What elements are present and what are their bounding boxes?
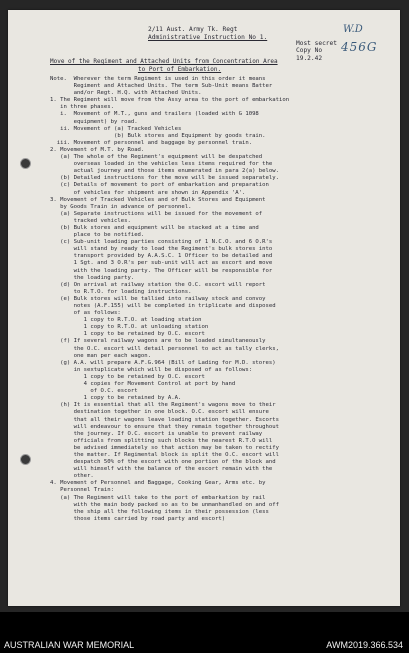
text-line: overseas loaded in the vehicles less items required for the <box>50 161 273 168</box>
text-line: in sextuplicate which will be disposed of as follows: <box>50 366 253 373</box>
text-line: Note. Wherever the term Regiment is used in this order it means <box>50 76 266 82</box>
classification-block <box>296 40 337 62</box>
text-line: 1. The Regiment will move from the Assy area to the port of embarkation <box>50 97 290 104</box>
text-line: (e) Bulk stores will be tallied into railway stock and convoy <box>50 295 266 302</box>
text-line: (b) Bulk stores and equipment will be stacked at a time and <box>50 224 259 231</box>
text-line: (c) Details of movement to port of embarkation and preparation <box>50 182 269 189</box>
text-line: (d) On arrival at railway station the O.C. escort will report <box>50 281 266 288</box>
copy-number: Copy No <box>296 47 323 55</box>
archive-institution: AUSTRALIAN WAR MEMORIAL <box>4 640 135 650</box>
unit-name: 2/11 Aust. Army Tk. Regt <box>148 26 238 33</box>
text-line: i. Movement of M.T., guns and trailers (loaded with G 1098 <box>50 111 259 118</box>
text-line: that all their wagons leave loading station together. Escorts <box>50 416 280 423</box>
text-line: Regiment and Attached Units. The term Sub-Unit means Batter <box>50 83 273 90</box>
text-line: with the main body packed so as to be unmanhandled on and off <box>50 501 280 508</box>
text-line: other. <box>50 473 94 480</box>
text-line: the matter. If Regimental block is split the O.C. escort will <box>50 451 280 458</box>
subject-line-2: to Port of Embarkation. <box>138 65 222 73</box>
subject-line-1: Move of the Regiment and Attached Units from Concentration Area <box>50 58 278 65</box>
text-line: (a) Separate instructions will be issued for the movement of <box>50 210 263 217</box>
text-line: by Goods Train in advance of personnel. <box>50 203 192 210</box>
document-date: 19.2.42 <box>296 54 323 62</box>
text-line: 4. Movement of Personnel and Baggage, Cooking Gear, Arms etc. by <box>50 480 266 487</box>
text-line: of vehicles for shipment are shown in Appendix 'A'. <box>50 189 246 196</box>
text-line: be advised immediately so that action may be taken to rectify <box>50 444 280 451</box>
text-line: the ship all the following items in their possession (less <box>50 508 269 515</box>
handwritten-annotation: W.D <box>343 24 363 35</box>
text-line: the journey. If O.C. escort is unable to prevent railway <box>50 430 263 437</box>
text-line: will endeavour to ensure that they remain together throughout <box>50 423 280 430</box>
text-line: iii. Movement of personnel and baggage by personnel train. <box>50 139 253 146</box>
text-line: (g) A.A. will prepare A.F.G.964 (Bill of Lading for M.D. stores) <box>50 359 276 366</box>
text-line: Personnel Train: <box>50 487 114 494</box>
text-line: (h) It is essential that all the Regiment's wagons move to their <box>50 402 276 409</box>
text-line: (b) Bulk stores and Equipment by goods train. <box>50 132 266 139</box>
text-line: will stand by ready to load the Regiment's bulk stores into <box>50 246 273 253</box>
text-line: those items carried by road party and escort) <box>50 515 226 522</box>
instruction-title: Administrative Instruction No 1. <box>148 34 268 41</box>
security-classification: Most secret <box>296 40 337 47</box>
punch-hole <box>20 454 31 465</box>
document-body <box>50 76 392 523</box>
text-line: the O.C. escort will detail personnel to act as tally clerks, <box>50 345 280 352</box>
text-line: tracked vehicles. <box>50 217 131 224</box>
text-line: and/or Regt. H.Q. with Attached Units. <box>50 90 202 97</box>
text-line: 1 copy to R.T.O. at unloading station <box>50 324 209 331</box>
text-line: 1 Sgt. and 3 O.R's per sub-unit will act as escort and move <box>50 260 273 267</box>
text-line: (b) Detailed instructions for the move will be issued separately. <box>50 175 280 182</box>
text-line: (a) The Regiment will take to the port of embarkation by rail <box>50 494 266 501</box>
text-line: 1 copy to R.T.O. at loading station <box>50 317 202 324</box>
text-line: of O.C. escort <box>50 388 138 395</box>
text-line: 1 copy to be retained by O.C. escort <box>50 373 205 380</box>
text-line: 2. Movement of M.T. by Road. <box>50 146 145 153</box>
text-line: the loading party. <box>50 274 135 281</box>
text-line: actual journey and those items enumerated in para 2(a) below. <box>50 168 280 175</box>
document-header <box>148 26 267 42</box>
text-line: in three phases. <box>50 104 114 111</box>
text-line: 1 copy to be retained by A.A. <box>50 395 182 402</box>
text-line: despatch 50% of the escort with one portion of the block and <box>50 459 276 466</box>
text-line: 1 copy to be retained by O.C. escort <box>50 331 205 338</box>
text-line: officials from splitting such blocks the nearest R.T.O will <box>50 437 273 444</box>
document-page <box>8 10 400 606</box>
archive-footer <box>0 612 409 653</box>
text-line: will himself with the balance of the escort remain with the <box>50 466 273 473</box>
text-line: notes (A.F.155) will be completed in triplicate and disposed <box>50 303 276 309</box>
text-line: (f) If several railway wagons are to be loaded simultaneously <box>50 338 266 345</box>
text-line: destination together in one block. O.C. escort will ensure <box>50 409 269 416</box>
text-line: transport provided by A.A.S.C. 1 Officer to be detailed and <box>50 253 273 260</box>
text-line: to R.T.O. for loading instructions. <box>50 288 192 295</box>
text-line: one man per each wagon. <box>50 352 152 359</box>
text-line: ii. Movement of (a) Tracked Vehicles <box>50 125 182 132</box>
archive-reference: AWM2019.366.534 <box>326 640 403 650</box>
handwritten-file-number: 456G <box>341 40 378 54</box>
text-line: with the loading party. The Officer will be responsible for <box>50 267 273 274</box>
text-line: (a) The whole of the Regiment's equipment will be despatched <box>50 154 263 161</box>
text-line: 4 copies for Movement Control at port by hand <box>50 381 236 388</box>
subject-heading <box>50 58 278 73</box>
text-line: 3. Movement of Tracked Vehicles and of Bulk Stores and Equipment <box>50 196 266 203</box>
text-line: of as follows: <box>50 310 121 317</box>
text-line: (c) Sub-unit loading parties consisting of 1 N.C.O. and 6 O.R's <box>50 239 273 246</box>
text-line: place to be notified. <box>50 232 145 239</box>
punch-hole <box>20 158 31 169</box>
text-line: equipment) by road. <box>50 118 138 125</box>
